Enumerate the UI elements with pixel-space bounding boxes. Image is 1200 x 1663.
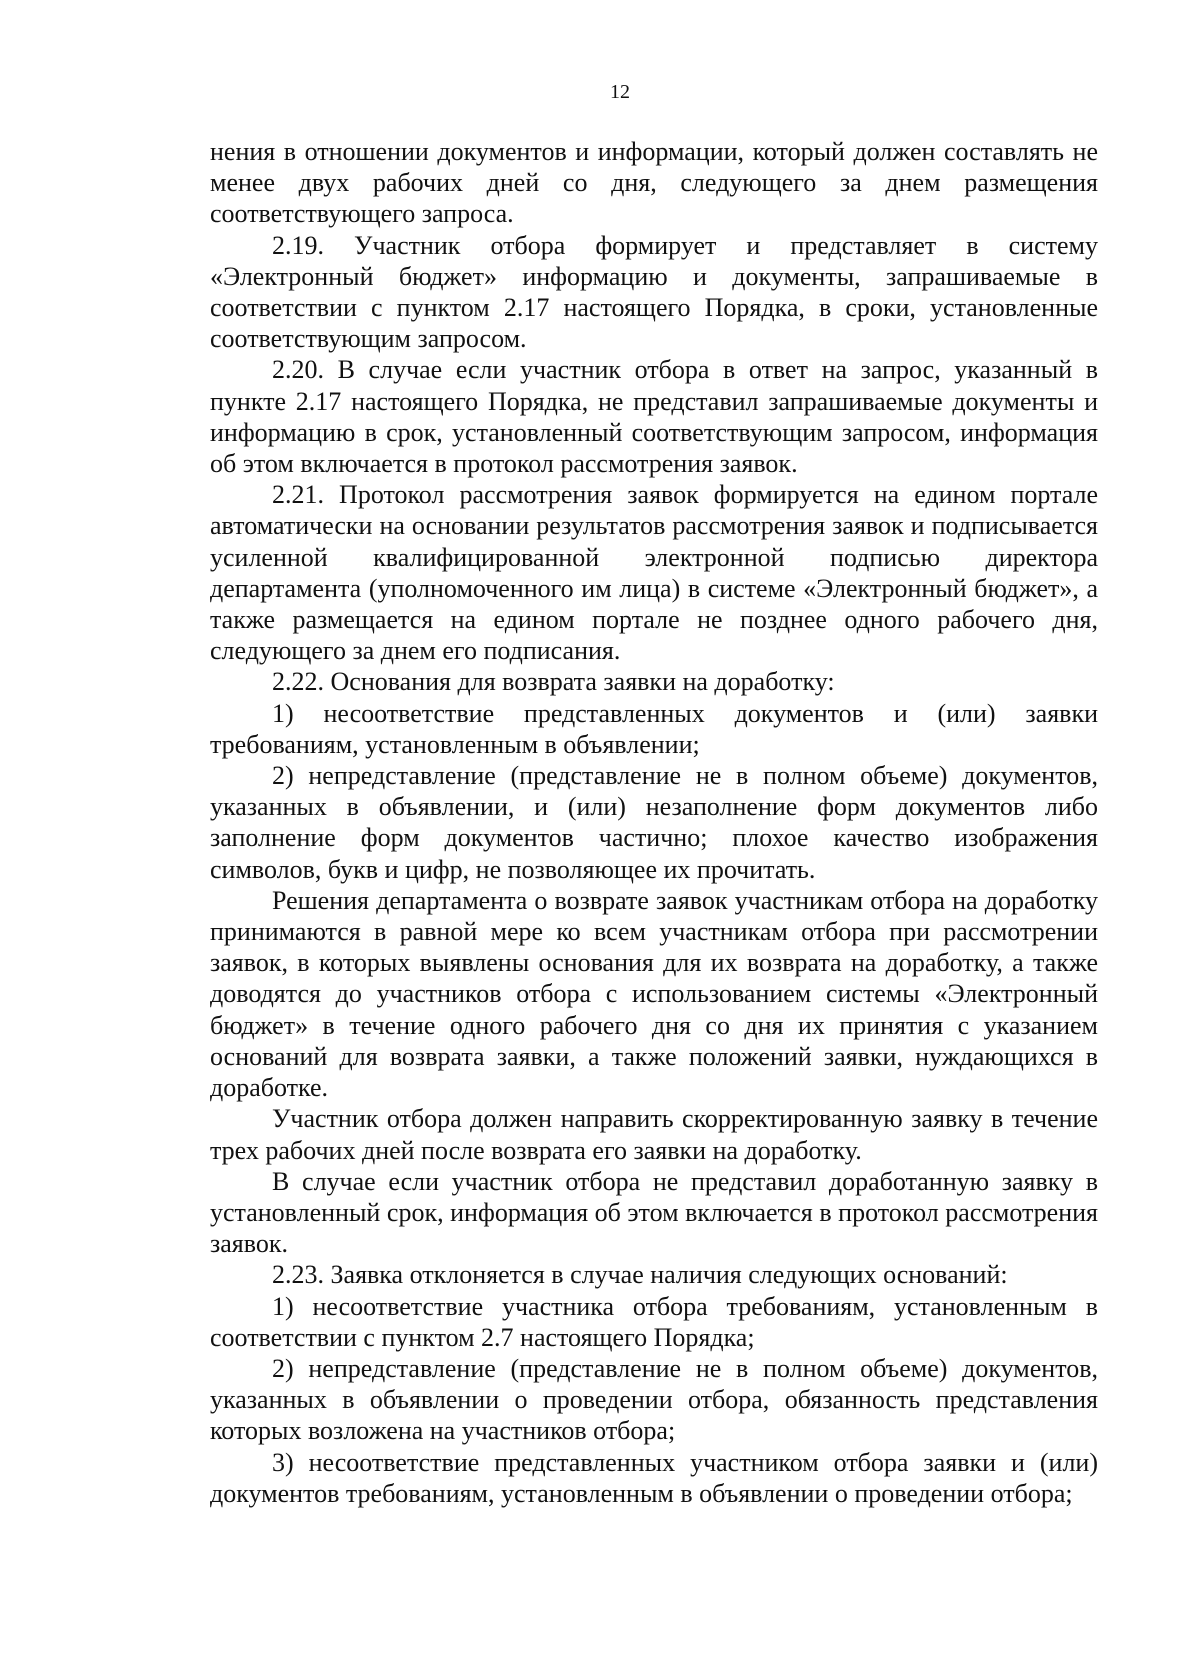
list-item-2-22-1: 1) несоответствие представленных документов и (или) заявки требованиям, установленным в объявлении; [210,698,1098,759]
paragraph-2-20: 2.20. В случае если участник отбора в ответ на запрос, указанный в пункте 2.17 настоящего Порядка, не представил запрашиваемые документы и информацию в срок, установленный соответствующим запросом, информация об этом включается в протокол рассмотрения заявок. [210,355,1098,479]
paragraph-2-19: 2.19. Участник отбора формирует и представляет в систему «Электронный бюджет» информацию и документы, запрашиваемые в соответствии с пунктом 2.17 настоящего Порядка, в сроки, установленные соответствующим запросом. [210,230,1098,354]
paragraph-not-resubmitted: В случае если участник отбора не представил доработанную заявку в установленный срок, информация об этом включается в протокол рассмотрения заявок. [210,1166,1098,1259]
page-number: 12 [610,81,630,103]
list-item-2-23-2: 2) непредставление (представление не в полном объеме) документов, указанных в объявлении о проведении отбора, обязанность представления которых возложена на участников отбора; [210,1353,1098,1446]
paragraph-return-decisions: Решения департамента о возврате заявок участникам отбора на доработку принимаются в равной мере ко всем участникам отбора при рассмотрении заявок, в которых выявлены основания для их возврата на доработку, а также доводятся до участников отбора с использованием системы «Электронный бюджет» в течение одного рабочего дня со дня их принятия с указанием оснований для возврата заявки, а также положений заявки, нуждающихся в доработке. [210,885,1098,1103]
paragraph-resubmission-deadline: Участник отбора должен направить скорректированную заявку в течение трех рабочих дней после возврата его заявки на доработку. [210,1104,1098,1165]
paragraph-continuation: нения в отношении документов и информации, который должен составлять не менее двух рабочих дней со дня, следующего за днем размещения соответствующего запроса. [210,137,1098,229]
paragraph-2-21: 2.21. Протокол рассмотрения заявок формируется на едином портале автоматически на основании результатов рассмотрения заявок и подписывается усиленной квалифицированной электронной подписью директора департамента (уполномоченного им лица) в системе «Электронный бюджет», а также размещается на едином портале не позднее одного рабочего дня, следующего за днем его подписания. [210,480,1098,666]
list-item-2-22-2: 2) непредставление (представление не в полном объеме) документов, указанных в объявлении, и (или) незаполнение форм документов либо заполнение форм документов частично; плохое качество изображения символов, букв и цифр, не позволяющее их прочитать. [210,761,1098,884]
list-item-2-23-3: 3) несоответствие представленных участником отбора заявки и (или) документов требованиям, установленным в объявлении о проведении отбора; [210,1447,1098,1508]
list-item-2-23-1: 1) несоответствие участника отбора требованиям, установленным в соответствии с пунктом 2.7 настоящего Порядка; [210,1291,1098,1352]
document-body [210,136,1098,1509]
paragraph-2-23: 2.23. Заявка отклоняется в случае наличия следующих оснований: [272,1260,1008,1290]
paragraph-2-22: 2.22. Основания для возврата заявки на доработку: [272,667,835,697]
